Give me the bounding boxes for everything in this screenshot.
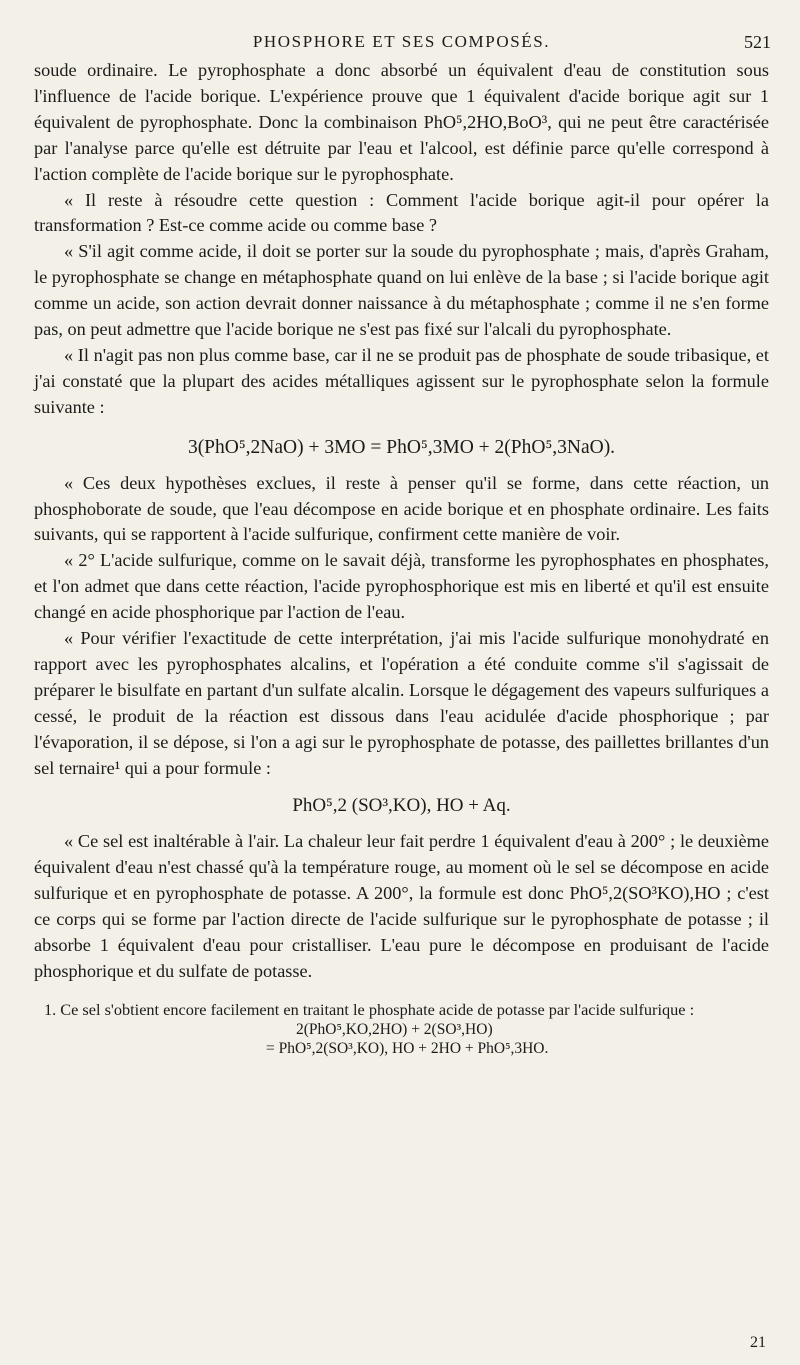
formula: PhO⁵,2 (SO³,KO), HO + Aq.	[292, 795, 511, 817]
page-number: 521	[744, 32, 771, 52]
page	[34, 28, 769, 1058]
paragraph: « Pour vérifier l'exactitude de cette interprétation, j'ai mis l'acide sulfurique monohydraté en rapport avec les pyrophosphates alcalins, et l'opération a été conduite comme s'il s'agissait de préparer le bisulfate en partant d'un sulfate alcalin. Lorsque le dégagement des vapeurs sulfuriques a cessé, le produit de la réaction est dissous dans l'eau acidulée d'acide phosphorique ; par l'évaporation, il se dépose, si l'on a agi sur le pyrophosphate de potasse, des paillettes brillantes d'un sel ternaire¹ qui a pour formule :	[34, 628, 769, 778]
running-title: PHOSPHORE ET SES COMPOSÉS.	[252, 32, 551, 51]
paragraph: « Ce sel est inaltérable à l'air. La chaleur leur fait perdre 1 équivalent d'eau à 200° ; le deuxième équivalent d'eau n'est chassé qu'à la température rouge, au moment où le sel se décompose en acide sulfurique et en pyrophosphate de potasse. A 200°, la formule est donc PhO⁵,2(SO³KO),HO ; c'est ce corps qui se forme par l'action directe de l'acide sulfurique sur le pyrophosphate de potasse ; il absorbe 1 équivalent d'eau pour cristalliser. L'eau pure le décompose en produisant de l'acide phosphorique et du sulfate de potasse.	[34, 831, 769, 981]
footnote-equation-line: = PhO⁵,2(SO³,KO), HO + 2HO + PhO⁵,3HO.	[266, 1039, 549, 1057]
paragraph: « 2° L'acide sulfurique, comme on le savait déjà, transforme les pyrophosphates en phosphates, et l'on admet que dans cette réaction, l'acide pyrophosphorique est mis en liberté et qu'il est ensuite changé en acide phosphorique par l'action de l'eau.	[34, 550, 769, 623]
body-text	[34, 58, 769, 985]
formula: 3(PhO⁵,2NaO) + 3MO = PhO⁵,3MO + 2(PhO⁵,3NaO).	[187, 436, 616, 458]
paragraph: « Il reste à résoudre cette question : Comment l'acide borique agit-il pour opérer la transformation ? Est-ce comme acide ou comme base ?	[34, 189, 769, 236]
footnote-equation-line: 2(PhO⁵,KO,2HO) + 2(SO³,HO)	[296, 1020, 493, 1038]
sheet-number: 21	[750, 1334, 766, 1351]
footnote	[34, 999, 769, 1058]
footnote-text: 1. Ce sel s'obtient encore facilement en traitant le phosphate acide de potasse par l'acide sulfurique :	[44, 999, 695, 1019]
paragraph: « Il n'agit pas non plus comme base, car il ne se produit pas de phosphate de soude tribasique, et j'ai constaté que la plupart des acides métalliques agissent sur le pyrophosphate selon la formule suivante :	[34, 344, 769, 417]
paragraph: « Ces deux hypothèses exclues, il reste à penser qu'il se forme, dans cette réaction, un phosphoborate de soude, que l'eau décompose en acide borique et en phosphate ordinaire. Les faits suivants, qui se rapportent à l'acide sulfurique, confirment cette manière de voir.	[34, 472, 769, 545]
paragraph: « S'il agit comme acide, il doit se porter sur la soude du pyrophosphate ; mais, d'après Graham, le pyrophosphate se change en métaphosphate quand on lui enlève de la base ; si l'acide borique agit comme un acide, son action devrait donner naissance à du métaphosphate ; comme il ne s'en forme pas, on peut admettre que l'acide borique ne s'est pas fixé sur l'alcali du pyrophosphate.	[34, 241, 769, 340]
page-header	[34, 28, 769, 58]
paragraph: soude ordinaire. Le pyrophosphate a donc absorbé un équivalent d'eau de constitution sous l'influence de l'acide borique. L'expérience prouve que 1 équivalent d'acide borique agit sur 1 équivalent de pyrophosphate. Donc la combinaison PhO⁵,2HO,BoO³, qui ne peut être caractérisée par l'analyse parce qu'elle est détruite par l'eau et l'alcool, est définie parce qu'elle correspond à l'action complète de l'acide borique sur le pyrophosphate.	[34, 60, 769, 184]
